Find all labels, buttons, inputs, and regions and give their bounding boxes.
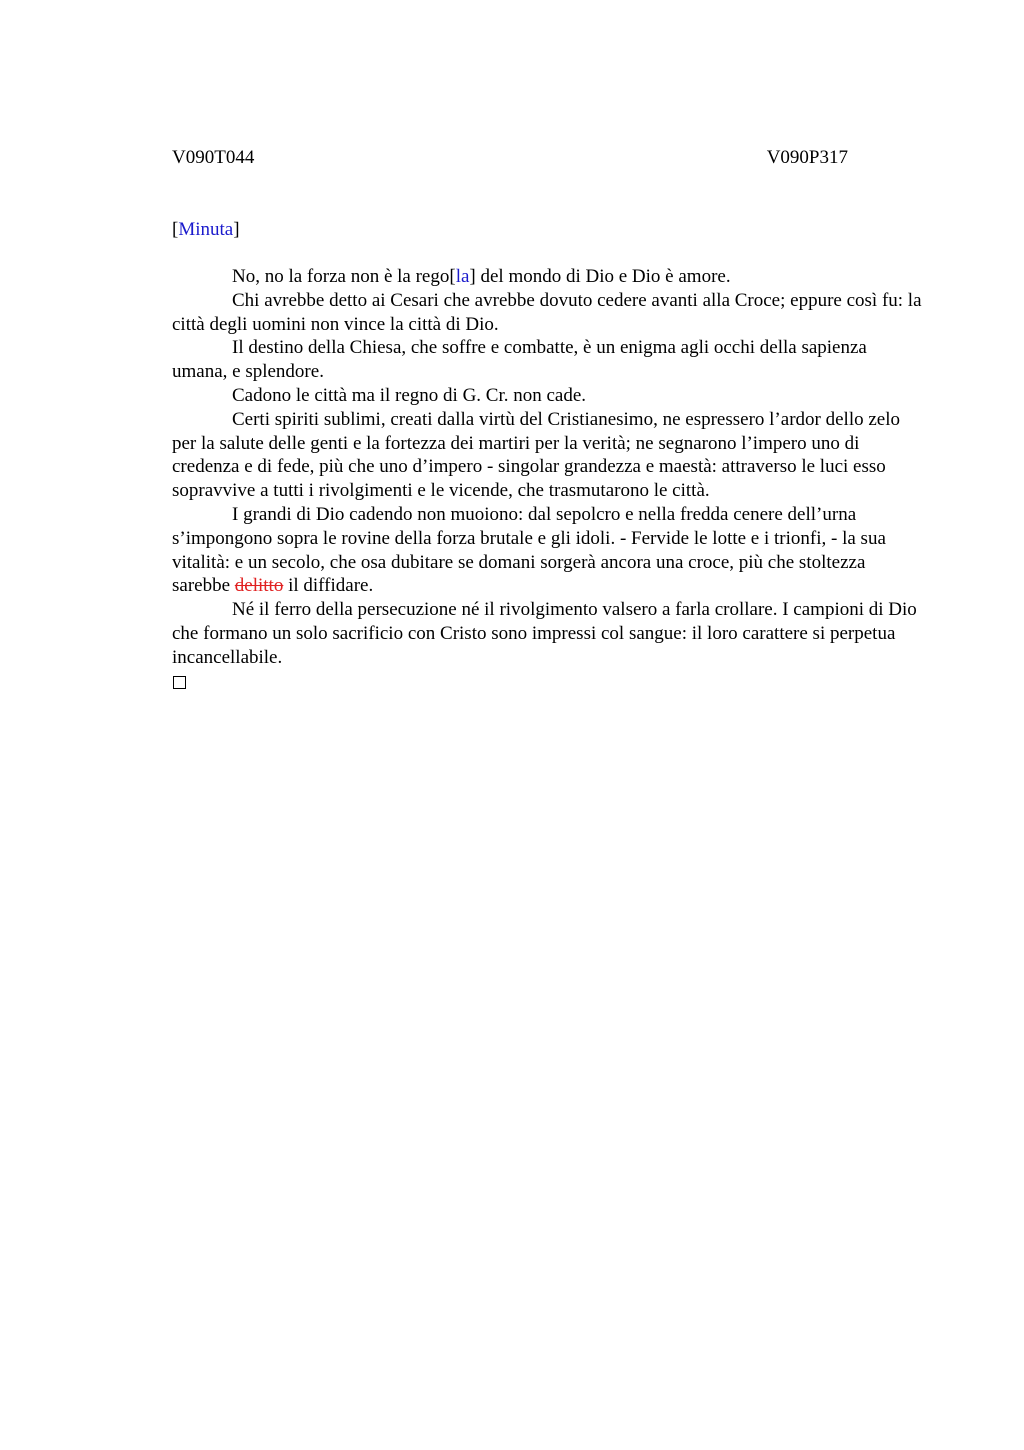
paragraph-6-text-before: I grandi di Dio cadendo non muoiono: dal sepolcro e nella fredda cenere dell’urna s’impongono sopra le rovine della forza brutale e gli idoli. - Fervide le lotte e i trionfi, - la sua vitalità: e un secolo, che osa dubitare se domani sorgerà ancora una croce, più che stoltezza sarebbe: [172, 503, 886, 597]
section-open-bracket: [: [172, 219, 179, 240]
section-label-text: Minuta: [178, 219, 234, 240]
editorial-insertion: la: [455, 266, 470, 287]
paragraph-6: [172, 503, 924, 598]
section-label: [172, 218, 240, 242]
paragraph-1-text-after: ] del mondo di Dio e Dio è amore.: [469, 266, 731, 287]
paragraph-2: Chi avrebbe detto ai Cesari che avrebbe dovuto cedere avanti alla Croce; eppure così fu: la città degli uomini non vince la città di Dio.: [172, 289, 922, 335]
paragraph-7: Né il ferro della persecuzione né il rivolgimento valsero a farla crollare. I campioni di Dio che formano un solo sacrificio con Cristo sono impressi col sangue: il loro carattere si perpetua incancellabile.: [172, 599, 917, 668]
paragraph-6-text-after: il diffidare.: [283, 575, 374, 597]
paragraph-3: Il destino della Chiesa, che soffre e combatte, è un enigma agli occhi della sapienza umana, e splendore.: [172, 337, 867, 383]
end-of-text-square-icon: [173, 676, 186, 689]
document-body: [172, 265, 924, 689]
volume-text-code: V090T044: [172, 147, 255, 168]
paragraph-1: [172, 265, 924, 289]
paragraph-5: Certi spiriti sublimi, creati dalla virtù del Cristianesimo, ne espressero l’ardor dello zelo per la salute delle genti e la fortezza dei martiri per la verità; ne segnarono l’impero uno di credenza e di fede, più che uno d’impero - singolar grandezza e maestà: attraverso le luci esso sopravvive a tutti i rivolgimenti e le vicende, che trasmutarono le città.: [172, 408, 900, 502]
paragraph-4: Cadono le città ma il regno di G. Cr. non cade.: [232, 384, 587, 406]
document-header: [172, 146, 848, 170]
deleted-word: delitto: [234, 575, 284, 597]
paragraph-1-text-before: No, no la forza non è la rego[: [232, 266, 456, 287]
section-close-bracket: ]: [233, 219, 240, 240]
volume-page-code: V090P317: [766, 147, 848, 168]
